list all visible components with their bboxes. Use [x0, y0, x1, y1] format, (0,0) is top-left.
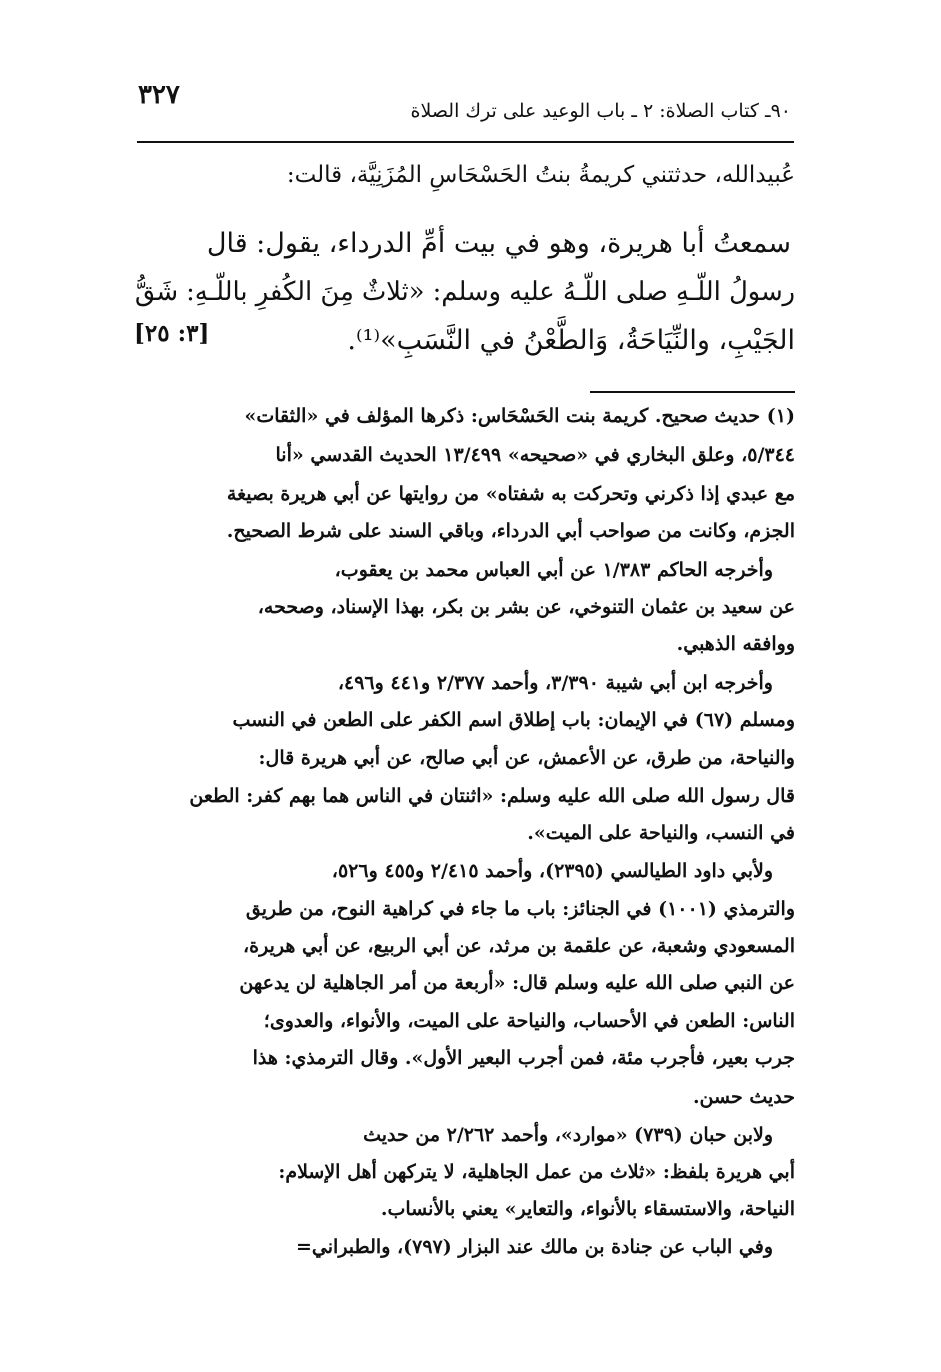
- footnote-line: ولأبي داود الطيالسي (٢٣٩٥)، وأحمد ٢/٤١٥ و٤٥٥ و٥٢٦،: [331, 860, 773, 882]
- footnote-line: عن النبي صلى الله عليه وسلم قال: «أربعة من أمر الجاهلية لن يدعهن: [239, 972, 795, 994]
- footnote-line: ومسلم (٦٧) في الإيمان: باب إطلاق اسم الكفر على الطعن في النسب: [232, 709, 795, 731]
- footnote-line: الجزم، وكانت من صواحب أبي الدرداء، وباقي السند على شرط الصحيح.: [226, 520, 795, 542]
- footnote-line: ولابن حبان (٧٣٩) «موارد»، وأحمد ٢/٢٦٢ من حديث: [363, 1124, 773, 1146]
- running-header: ٩٠ـ كتاب الصلاة: ٢ ـ باب الوعيد على ترك الصلاة: [410, 100, 791, 122]
- main-text-line: عُبيدالله، حدثتني كريمةُ بنتُ الحَسْحَاسِ المُزَنِيَّة، قالت:: [286, 162, 795, 188]
- footnote-line: أبي هريرة بلفظ: «ثلاث من عمل الجاهلية، لا يتركهن أهل الإسلام:: [278, 1161, 795, 1183]
- footnote-line: ووافقه الذهبي.: [676, 633, 795, 655]
- footnote-line: وأخرجه الحاكم ١/٣٨٣ عن أبي العباس محمد بن يعقوب،: [334, 559, 773, 581]
- footnote-line: وأخرجه ابن أبي شيبة ٣/٣٩٠، وأحمد ٢/٣٧٧ و٤٤١ و٤٩٦،: [337, 672, 773, 694]
- footnote-line: في النسب، والنياحة على الميت».: [527, 822, 795, 844]
- footnote-line: المسعودي وشعبة، عن علقمة بن مرثد، عن أبي الربيع، عن أبي هريرة،: [243, 935, 795, 957]
- footnote-line: (١) حديث صحيح. كريمة بنت الحَسْحَاس: ذكرها المؤلف في «الثقات»: [244, 405, 795, 427]
- footnote-line: والترمذي (١٠٠١) في الجنائز: باب ما جاء في كراهية النوح، من طريق: [245, 898, 795, 920]
- footnote-line: عن سعيد بن عثمان التنوخي، عن بشر بن بكر، بهذا الإسناد، وصححه،: [257, 596, 795, 618]
- footnote-line: وفي الباب عن جنادة بن مالك عند البزار (٧٩٧)، والطبراني=: [296, 1236, 773, 1258]
- footnote-line: الناس: الطعن في الأحساب، والنياحة على الميت، والأنواء، والعدوى؛: [263, 1010, 795, 1032]
- page-number: ٣٢٧: [138, 80, 180, 110]
- main-text-line: الجَيْبِ، والنِّيَاحَةُ، وَالطَّعْنُ في النَّسَبِ»⁽¹⁾.: [347, 325, 795, 356]
- main-text-line: سمعتُ أبا هريرة، وهو في بيت أمِّ الدرداء، يقول: قال: [206, 228, 791, 259]
- hadith-reference: [٣: ٢٥]: [134, 320, 210, 347]
- footnote-line: جرب بعير، فأجرب مئة، فمن أجرب البعير الأول». وقال الترمذي: هذا: [252, 1047, 795, 1069]
- header-divider: [137, 141, 794, 143]
- footnote-line: والنياحة، من طرق، عن الأعمش، عن أبي صالح، عن أبي هريرة قال:: [258, 747, 795, 769]
- footnote-divider: [590, 391, 795, 393]
- footnote-line: ٥/٣٤٤، وعلق البخاري في «صحيحه» ١٣/٤٩٩ الحديث القدسي «أنا: [275, 444, 795, 466]
- footnote-line: مع عبدي إذا ذكرني وتحركت به شفتاه» من روايتها عن أبي هريرة بصيغة: [226, 483, 795, 505]
- footnote-line: النياحة، والاستسقاء بالأنواء، والتعاير» يعني بالأنساب.: [380, 1198, 795, 1220]
- footnote-line: قال رسول الله صلى الله عليه وسلم: «اثنتان في الناس هما بهم كفر: الطعن: [189, 785, 795, 807]
- footnote-line: حديث حسن.: [692, 1086, 795, 1108]
- main-text-line: رسولُ اللّـهِ صلى اللّـهُ عليه وسلم: «ثلاثٌ مِنَ الكُفرِ باللّـهِ: شَقُّ: [134, 277, 795, 307]
